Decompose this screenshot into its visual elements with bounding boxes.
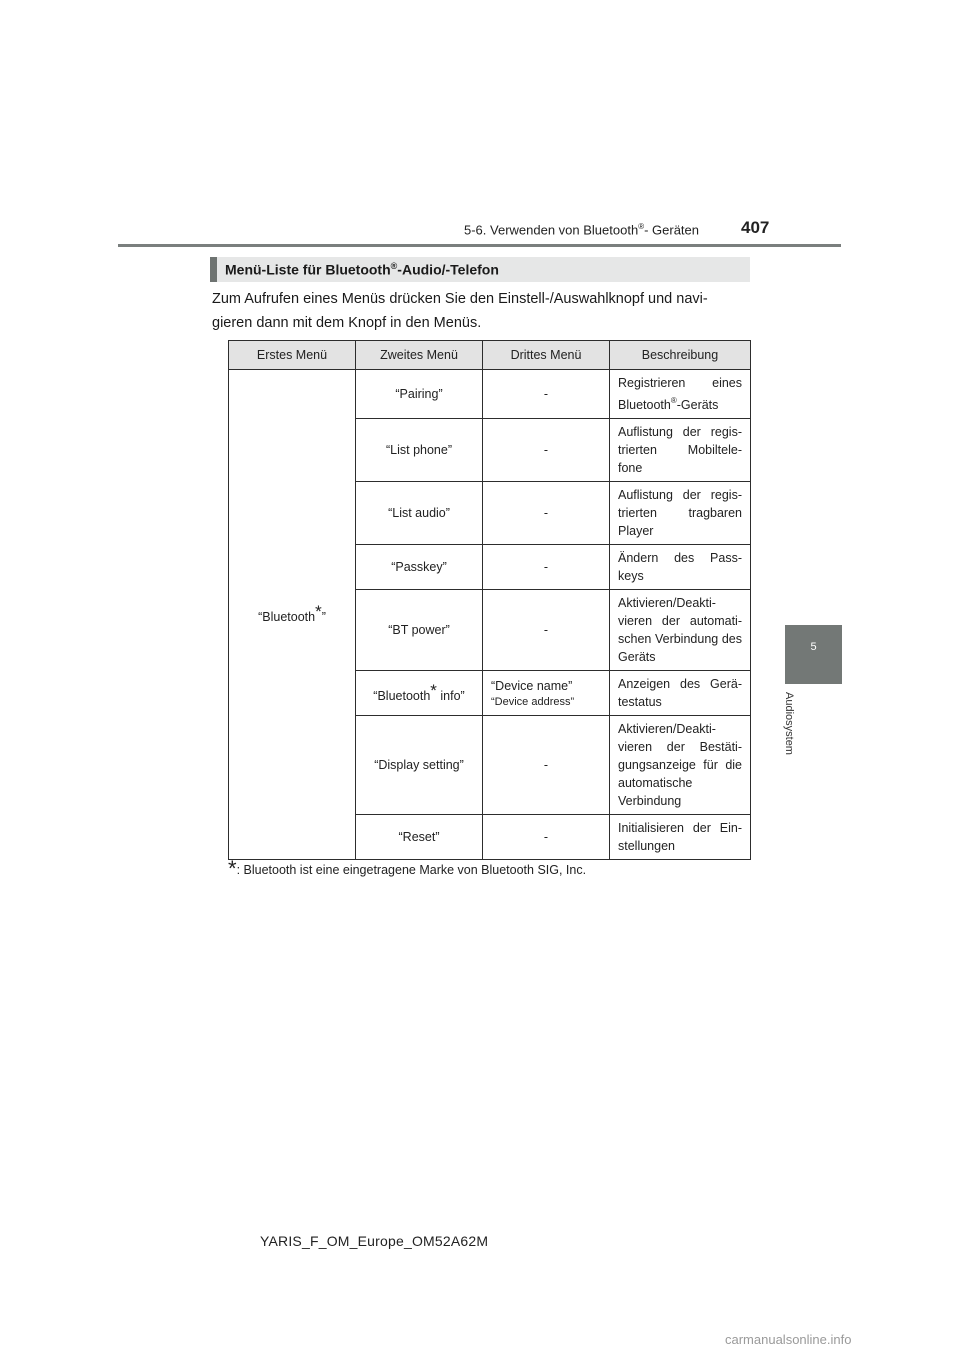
asterisk-mark: * bbox=[430, 680, 437, 700]
breadcrumb-text: 5-6. Verwenden von Bluetooth bbox=[464, 222, 639, 238]
second-menu-cell: “Pairing” bbox=[356, 370, 483, 419]
second-menu-cell: “Reset” bbox=[356, 815, 483, 860]
section-heading-bar bbox=[210, 257, 217, 282]
intro-paragraph: Zum Aufrufen eines Menüs drücken Sie den Einstell-/Auswahlknopf und navi- gieren dann mit dem Knopf in den Menüs. bbox=[212, 291, 708, 331]
third-menu-cell: - bbox=[483, 370, 610, 419]
first-menu-cell bbox=[229, 370, 356, 860]
chapter-label-wrap bbox=[779, 692, 809, 802]
footnote bbox=[228, 856, 586, 882]
description-cell bbox=[610, 370, 751, 419]
description-suffix: -Geräts bbox=[676, 398, 719, 412]
second-menu-suffix: info” bbox=[436, 688, 465, 703]
header-divider bbox=[118, 244, 841, 247]
third-menu-cell: - bbox=[483, 716, 610, 815]
column-header-second-menu: Zweites Menü bbox=[356, 341, 483, 370]
first-menu-text: “Bluetooth bbox=[258, 610, 316, 624]
menu-table bbox=[228, 340, 751, 860]
section-heading bbox=[210, 257, 750, 282]
description-cell: Initialisieren der Ein- stellungen bbox=[610, 815, 751, 860]
document-code: YARIS_F_OM_Europe_OM52A62M bbox=[260, 1233, 489, 1249]
column-header-third-menu: Drittes Menü bbox=[483, 341, 610, 370]
section-title-suffix: -Audio/-Telefon bbox=[397, 261, 499, 278]
asterisk-mark: * bbox=[315, 602, 322, 621]
footnote-text: : Bluetooth ist eine eingetragene Marke von Bluetooth SIG, Inc. bbox=[236, 863, 587, 877]
second-menu-text: “Bluetooth bbox=[373, 688, 431, 703]
description-cell: Auflistung der regis- trierten tragbaren Player bbox=[610, 482, 751, 545]
second-menu-cell bbox=[356, 671, 483, 716]
device-name-label: “Device name” bbox=[491, 679, 573, 693]
description-cell: Anzeigen des Gerä- testatus bbox=[610, 671, 751, 716]
section-breadcrumb bbox=[464, 222, 699, 237]
column-header-first-menu: Erstes Menü bbox=[229, 341, 356, 370]
registered-mark: ® bbox=[670, 396, 677, 405]
third-menu-cell: - bbox=[483, 590, 610, 671]
watermark: carmanualsonline.info bbox=[725, 1332, 852, 1347]
asterisk-mark: * bbox=[228, 856, 237, 881]
registered-mark: ® bbox=[390, 261, 398, 271]
description-cell: Aktivieren/Deakti- vieren der Bestäti- gungsanzeige für die automatische Verbindung bbox=[610, 716, 751, 815]
second-menu-cell: “Passkey” bbox=[356, 545, 483, 590]
third-menu-cell: - bbox=[483, 815, 610, 860]
chapter-label: Audiosystem bbox=[783, 692, 795, 755]
description-cell: Ändern des Pass- keys bbox=[610, 545, 751, 590]
chapter-number: 5 bbox=[810, 641, 817, 653]
second-menu-cell: “BT power” bbox=[356, 590, 483, 671]
column-header-description: Beschreibung bbox=[610, 341, 751, 370]
third-menu-cell: - bbox=[483, 545, 610, 590]
table-row bbox=[229, 370, 751, 419]
second-menu-cell: “List phone” bbox=[356, 419, 483, 482]
registered-mark: ® bbox=[638, 222, 645, 231]
table-header-row bbox=[229, 341, 751, 370]
third-menu-cell bbox=[483, 671, 610, 716]
section-title bbox=[225, 261, 499, 278]
page-number: 407 bbox=[741, 218, 770, 237]
second-menu-cell: “Display setting” bbox=[356, 716, 483, 815]
third-menu-cell: - bbox=[483, 482, 610, 545]
device-address-label: “Device address” bbox=[491, 696, 575, 708]
third-menu-cell: - bbox=[483, 419, 610, 482]
description-cell: Auflistung der regis- trierten Mobiltele- fone bbox=[610, 419, 751, 482]
breadcrumb-suffix: - Geräten bbox=[644, 222, 700, 238]
first-menu-close-quote: ” bbox=[321, 610, 326, 624]
second-menu-cell: “List audio” bbox=[356, 482, 483, 545]
chapter-tab bbox=[785, 625, 842, 684]
description-text: Registrieren eines Bluetooth bbox=[618, 376, 742, 412]
section-title-text: Menü-Liste für Bluetooth bbox=[225, 261, 391, 278]
description-cell: Aktivieren/Deakti- vieren der automati- schen Verbindung des Geräts bbox=[610, 590, 751, 671]
